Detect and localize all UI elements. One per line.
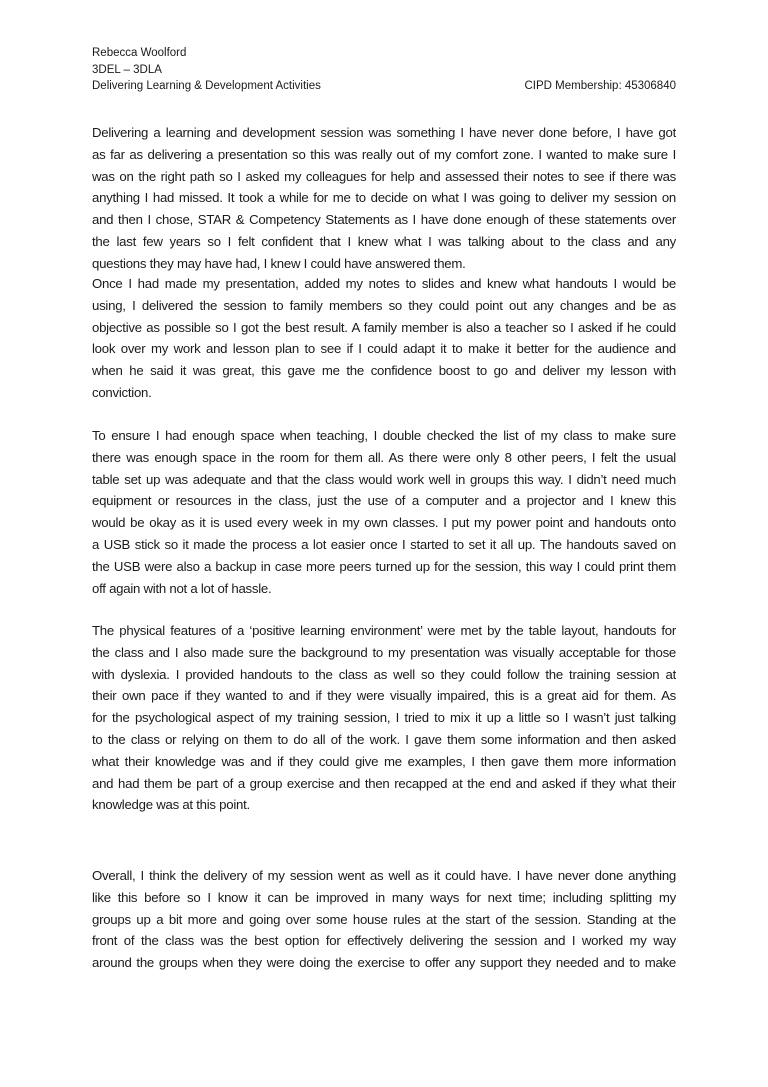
text-line: groups up a bit more and going over some house rules at the start of the session. Standing at the xyxy=(92,911,676,927)
text-line: with dyslexia. I provided handouts to the class as well so they could follow the training session at xyxy=(92,666,676,682)
text-line: what their knowledge was and if they could give me examples, I then gave them more information xyxy=(92,753,676,769)
text-line: when he said it was great, this gave me the confidence boost to go and deliver my lesson with xyxy=(92,363,676,379)
paragraph-4 xyxy=(92,620,676,816)
text-line: To ensure I had enough space when teaching, I double checked the list of my class to make sure xyxy=(92,428,676,443)
text-line: there was enough space in the room for them all. As there were only 8 other peers, I felt the usual xyxy=(92,449,676,465)
course-code: 3DEL – 3DLA xyxy=(92,63,162,76)
text-line: Delivering a learning and development session was something I have never done before, I have got xyxy=(92,125,676,140)
text-line: and had them be part of a group exercise and then recapped at the end and asked if they what their xyxy=(92,775,676,791)
document-header xyxy=(92,45,676,95)
text-line: and then I chose, STAR & Competency Statements as I have done enough of these statements over xyxy=(92,212,676,228)
text-line: to the class or relying on them to do all of the work. I gave them some information and then asked xyxy=(92,731,676,747)
text-line: front of the class was the best option for effectively delivering the session and I worked my way xyxy=(92,933,676,949)
paragraph-5 xyxy=(92,865,676,974)
text-line: using, I delivered the session to family members so they could point out any changes and be as xyxy=(92,297,676,313)
text-line: objective as possible so I got the best result. A family member is also a teacher so I asked if he could xyxy=(92,319,676,335)
text-line: the class and I also made sure the background to my presentation was visually acceptable for those xyxy=(92,644,676,660)
membership-number: CIPD Membership: 45306840 xyxy=(524,80,676,92)
paragraph-1 xyxy=(92,122,676,275)
text-line: equipment or resources in the class, just the use of a computer and a projector and I knew this xyxy=(92,493,676,509)
text-line: a USB stick so it made the process a lot easier once I started to set it all up. The handouts saved on xyxy=(92,536,676,552)
text-line: conviction. xyxy=(92,384,152,400)
text-line: knowledge was at this point. xyxy=(92,797,250,813)
text-line: questions they may have had, I knew I could have answered them. xyxy=(92,255,466,271)
author-name: Rebecca Woolford xyxy=(92,47,187,59)
text-line: look over my work and lesson plan to see if I could adapt it to make it better for the audience and xyxy=(92,341,676,357)
text-line: around the groups when they were doing the exercise to offer any support they needed and to make xyxy=(92,955,676,971)
text-line: table set up was adequate and that the class would work well in groups this way. I didn’t need much xyxy=(92,471,676,487)
text-line: as far as delivering a presentation so this was really out of my comfort zone. I wanted to make sure I xyxy=(92,146,676,162)
unit-title: Delivering Learning & Development Activities xyxy=(92,80,321,92)
text-line: the USB were also a backup in case more peers turned up for the session, this way I could print them xyxy=(92,558,676,574)
text-line: anything I had missed. It took a while for me to decide on what I was going to deliver my session on xyxy=(92,190,676,206)
text-line: Once I had made my presentation, added my notes to slides and knew what handouts I would be xyxy=(92,276,676,291)
text-line: off again with not a lot of hassle. xyxy=(92,580,272,596)
text-line: the last few years so I felt confident that I knew what I was talking about to the class and any xyxy=(92,233,676,249)
paragraph-2 xyxy=(92,273,676,404)
text-line: would be okay as it is used every week in my own classes. I put my power point and handouts onto xyxy=(92,515,676,531)
text-line: was on the right path so I asked my colleagues for help and assessed their notes to see if there was xyxy=(92,168,676,184)
text-line: like this before so I know it can be improved in many ways for next time; including splitting my xyxy=(92,889,676,905)
text-line: their own pace if they wanted to and if they were visually impaired, this is a great aid for them. As xyxy=(92,688,676,704)
text-line: Overall, I think the delivery of my session went as well as it could have. I have never done anything xyxy=(92,868,676,883)
text-line: for the psychological aspect of my training session, I tried to mix it up a little so I wasn’t just talking xyxy=(92,710,676,726)
text-line: The physical features of a ‘positive learning environment’ were met by the table layout, handouts for xyxy=(92,623,676,638)
paragraph-3 xyxy=(92,425,676,599)
